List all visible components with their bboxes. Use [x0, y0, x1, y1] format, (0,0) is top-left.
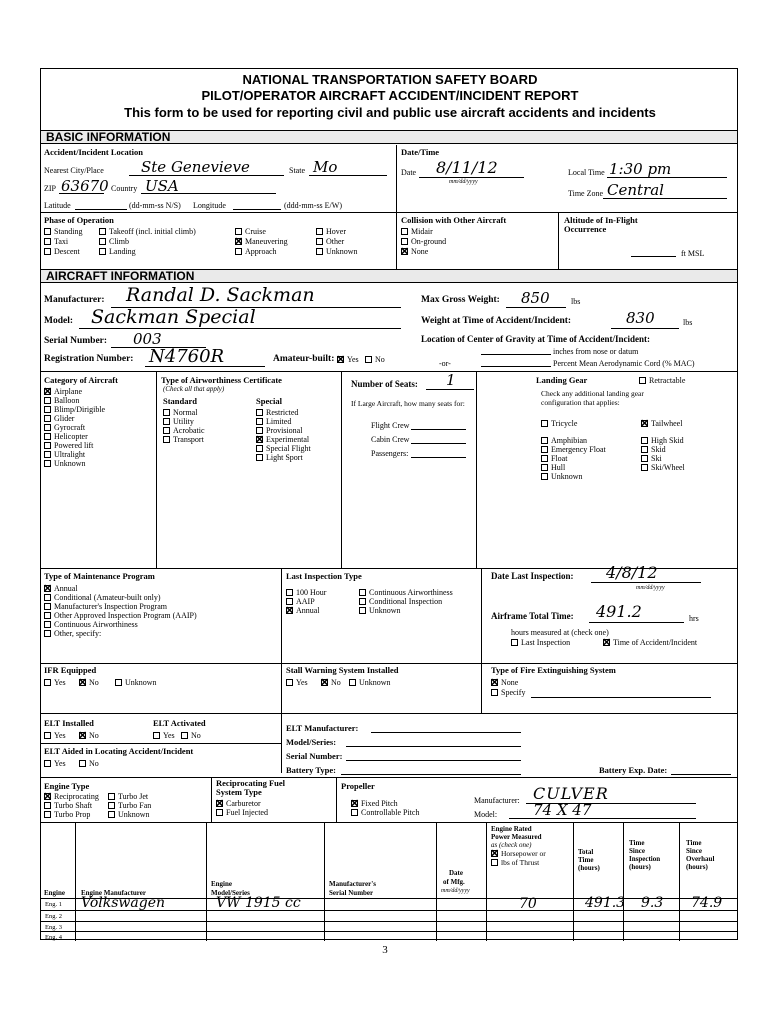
- gear-5-label: Skid: [651, 445, 666, 454]
- country-label: Country: [111, 184, 138, 193]
- power-horsepower-checkbox[interactable]: [491, 850, 498, 857]
- ifr-unknown-checkbox[interactable]: [115, 679, 122, 686]
- collision-midair-checkbox[interactable]: [401, 228, 408, 235]
- engine-unknown-checkbox[interactable]: [108, 811, 115, 818]
- measured-last-inspection-checkbox[interactable]: [511, 639, 518, 646]
- category-6-label: Powered lift: [54, 441, 94, 450]
- state-value[interactable]: Mo: [313, 158, 338, 176]
- elt-aided-yes-checkbox[interactable]: [44, 760, 51, 767]
- weight-at-accident-value[interactable]: 830: [626, 309, 655, 327]
- elt-installed-no-checkbox[interactable]: [79, 732, 86, 739]
- elt-activated-label: ELT Activated: [153, 718, 206, 728]
- ifr-no-checkbox[interactable]: [79, 679, 86, 686]
- maint-2-label: Manufacturer's Inspection Program: [54, 602, 167, 611]
- amateur-built-yes-checkbox[interactable]: [337, 356, 344, 363]
- country-value[interactable]: USA: [145, 177, 179, 195]
- phase-cruise-checkbox[interactable]: [235, 228, 242, 235]
- model-label: Model:: [44, 316, 74, 326]
- stall-unknown-checkbox[interactable]: [349, 679, 356, 686]
- standard-2-checkbox[interactable]: [163, 427, 170, 434]
- category-8-label: Unknown: [54, 459, 86, 468]
- form-subtitle: This form to be used for reporting civil and public use aircraft accidents and incidents: [124, 105, 656, 120]
- last-insp-0-checkbox[interactable]: [286, 589, 293, 596]
- last-insp-0-label: 100 Hour: [296, 588, 327, 597]
- altitude-unit: ft MSL: [681, 249, 705, 258]
- special-0-label: Restricted: [266, 408, 299, 417]
- elt-activated-yes-checkbox[interactable]: [153, 732, 160, 739]
- last-insp-2-checkbox[interactable]: [286, 598, 293, 605]
- maint-2-checkbox[interactable]: [44, 603, 51, 610]
- phase-hover-checkbox[interactable]: [316, 228, 323, 235]
- weight-at-accident-label: Weight at Time of Accident/Incident:: [421, 316, 572, 326]
- engine-turbo-prop-checkbox[interactable]: [44, 811, 51, 818]
- last-insp-1-label: Continuous Airworthiness: [369, 588, 453, 597]
- manufacturer-value[interactable]: Randal D. Sackman: [126, 284, 315, 306]
- stall-no-checkbox[interactable]: [321, 679, 328, 686]
- location-label: Accident/Incident Location: [44, 147, 143, 157]
- gear-4-label: Emergency Float: [551, 445, 606, 454]
- ifr-equipped-label: IFR Equipped: [44, 665, 97, 675]
- phase-descent-checkbox[interactable]: [44, 248, 51, 255]
- engine-1-manufacturer-value[interactable]: Volkswagen: [81, 895, 165, 911]
- nearest-city-value[interactable]: Ste Genevieve: [141, 158, 250, 176]
- altitude-label: Altitude of In-Flight: [564, 215, 638, 225]
- phase-approach-checkbox[interactable]: [235, 248, 242, 255]
- engine-1-model-value[interactable]: VW 1915 cc: [216, 895, 301, 911]
- seats-value[interactable]: 1: [446, 371, 456, 389]
- last-insp-1-checkbox[interactable]: [359, 589, 366, 596]
- center-of-gravity-label: Location of Center of Gravity at Time of Accident/Incident:: [421, 334, 650, 344]
- col-date-of-mfg: of Mfg.: [443, 878, 465, 886]
- category-7-checkbox[interactable]: [44, 451, 51, 458]
- gear-9-label: Ski/Wheel: [651, 463, 685, 472]
- category-6-checkbox[interactable]: [44, 442, 51, 449]
- engine-row-2-label: Eng. 2: [45, 913, 62, 920]
- fuel-injected-checkbox[interactable]: [216, 809, 223, 816]
- phase-maneuvering-checkbox[interactable]: [235, 238, 242, 245]
- gear-2-label: Amphibian: [551, 436, 587, 445]
- latitude-label: Latitude: [44, 201, 71, 210]
- standard-3-label: Transport: [173, 435, 204, 444]
- gear-10-label: Unknown: [551, 472, 583, 481]
- elt-installed-label: ELT Installed: [44, 718, 94, 728]
- maint-3-label: Other Approved Inspection Program (AAIP): [54, 611, 197, 620]
- engine-1-since-overhaul-value[interactable]: 74.9: [691, 895, 723, 911]
- maint-1-checkbox[interactable]: [44, 594, 51, 601]
- maint-5-label: Other, specify:: [54, 629, 102, 638]
- last-insp-4-label: Annual: [296, 606, 320, 615]
- prop-controllable-pitch-checkbox[interactable]: [351, 809, 358, 816]
- manufacturer-label: Manufacturer:: [44, 295, 105, 305]
- seats-label: Number of Seats:: [351, 379, 418, 389]
- gear-retractable-checkbox[interactable]: [639, 377, 646, 384]
- section-basic-information: BASIC INFORMATION: [41, 130, 737, 144]
- engine-row-4-label: Eng. 4: [45, 934, 62, 941]
- phase-unknown-checkbox[interactable]: [316, 248, 323, 255]
- special-0-checkbox[interactable]: [256, 409, 263, 416]
- longitude-format: (ddd-mm-ss E/W): [284, 201, 342, 210]
- max-gross-weight-value[interactable]: 850: [521, 289, 550, 307]
- gear-3-checkbox[interactable]: [641, 437, 648, 444]
- stall-warning-label: Stall Warning System Installed: [286, 665, 399, 675]
- max-gross-weight-label: Max Gross Weight:: [421, 295, 500, 305]
- collision-label: Collision with Other Aircraft: [401, 215, 507, 225]
- maint-3-checkbox[interactable]: [44, 612, 51, 619]
- gear-6-checkbox[interactable]: [541, 455, 548, 462]
- registration-value[interactable]: N4760R: [149, 346, 225, 367]
- special-5-label: Light Sport: [266, 453, 303, 462]
- maint-4-label: Continuous Airworthiness: [54, 620, 138, 629]
- category-7-label: Ultralight: [54, 450, 86, 459]
- special-5-checkbox[interactable]: [256, 454, 263, 461]
- standard-1-checkbox[interactable]: [163, 418, 170, 425]
- cg-mac-text: Percent Mean Aerodynamic Cord (% MAC): [553, 359, 695, 368]
- maint-0-label: Annual: [54, 584, 78, 593]
- registration-label: Registration Number:: [44, 354, 134, 364]
- date-label: Date: [401, 168, 417, 177]
- amateur-built-label: Amateur-built:: [273, 354, 335, 364]
- time-zone-value[interactable]: Central: [607, 181, 664, 199]
- category-2-checkbox[interactable]: [44, 406, 51, 413]
- category-4-label: Gyrocraft: [54, 423, 86, 432]
- col-total-time: Time: [578, 856, 594, 864]
- prop-manufacturer-label: Manufacturer:: [474, 796, 520, 805]
- longitude-label: Longitude: [193, 201, 226, 210]
- special-4-label: Special Flight: [266, 444, 311, 453]
- prop-manufacturer-value[interactable]: CULVER: [533, 784, 609, 803]
- nearest-city-label: Nearest City/Place: [44, 166, 104, 175]
- special-3-checkbox[interactable]: [256, 436, 263, 443]
- propeller-label: Propeller: [341, 781, 375, 791]
- maintenance-label: Type of Maintenance Program: [44, 571, 155, 581]
- maint-4-checkbox[interactable]: [44, 621, 51, 628]
- cg-inches-text: inches from nose or datum: [553, 347, 639, 356]
- landing-gear-label: Landing Gear: [536, 375, 588, 385]
- engine-type-label: Engine Type: [44, 781, 90, 791]
- engine-turbo-shaft-checkbox[interactable]: [44, 802, 51, 809]
- serial-label: Serial Number:: [44, 336, 108, 346]
- standard-1-label: Utility: [173, 417, 194, 426]
- fuel-carburetor-checkbox[interactable]: [216, 800, 223, 807]
- last-insp-5-label: Unknown: [369, 606, 401, 615]
- airworthiness-label: Type of Airworthiness Certificate: [161, 375, 282, 385]
- engine-row-3-label: Eng. 3: [45, 924, 62, 931]
- serial-value[interactable]: 003: [133, 330, 162, 348]
- standard-0-label: Normal: [173, 408, 198, 417]
- standard-2-label: Acrobatic: [173, 426, 205, 435]
- maint-5-checkbox[interactable]: [44, 630, 51, 637]
- gear-5-checkbox[interactable]: [641, 446, 648, 453]
- gear-3-label: High Skid: [651, 436, 684, 445]
- elt-aided-no-checkbox[interactable]: [79, 760, 86, 767]
- elt-aided-label: ELT Aided in Locating Accident/Incident: [44, 746, 194, 756]
- gear-7-label: Ski: [651, 454, 662, 463]
- special-3-label: Experimental: [266, 435, 310, 444]
- category-3-label: Glider: [54, 414, 75, 423]
- col-time-since-inspection: Inspection: [629, 855, 661, 863]
- elt-battery-exp-label: Battery Exp. Date:: [599, 765, 668, 775]
- special-label: Special: [256, 396, 282, 406]
- prop-fixed-pitch-checkbox[interactable]: [351, 800, 358, 807]
- category-4-checkbox[interactable]: [44, 424, 51, 431]
- col-engine-manufacturer: Engine Manufacturer: [81, 889, 147, 897]
- accident-report-form: NATIONAL TRANSPORTATION SAFETY BOARD PILOT/OPERATOR AIRCRAFT ACCIDENT/INCIDENT REPORT This form to be used for reporting civil and public use aircraft accidents and incidents BASIC INFORMATION Accident/Incident Location Nearest City/Place Ste Genevieve State Mo ZIP 63670 Country USA Latitude (dd-mm-ss N/S) Longitude (ddd-mm-ss E/W) Date/Time Date 8/11/12 mm/dd/yyyy Local Time 1:30 pm Time Zone Central Phase of Operation Standing Takeoff (incl. initial climb) Cruise Hover Taxi Climb ✕ Maneuvering Other Descent Landing Approach Unknown Collision with Other Aircraft Midair On-ground ✕ None Altitude of In-Flight Occurrence ft MSL AIRCRAFT INFORMATION Manufacturer: Randal D. Sackman Model: Sackman Special Serial Number: 003 Registration Number: N4760R Amateur-built: ✕ Yes No Max Gross Weight: 850 lbs Weight at Time of Accident/Incident: 830 lbs Location of Center of Gravity at Time of Accident/Incident: inches from nose or datum -or- Percent Mean Aerodynamic Cord (% MAC) Category of Aircraft Type of Airworthiness Certificate (Check all that apply) Standard Special Number of Seats: 1 If Large Aircraft, how many seats for: Flight Crew Cabin Crew Passengers: Landing Gear Retractable Check any additional landing gear configuration that applies: Type of Maintenance Program Last Inspection Type Date Last Inspection: 4/8/12 mm/dd/yyyy Airframe Total Time: 491.2 hrs hours measured at (check one) Last Inspection ✕ Time of Accident/Incident IFR Equipped Yes ✕ No Unknown Stall Warning System Installed Yes ✕ No Unknown Type of Fire Extinguishing System ✕ None Specify ELT Installed Yes ✕ No ELT Activated Yes No ELT Aided in Locating Accident/Incident Yes No ELT Manufacturer: Model/Series: Serial Number: Battery Type: Battery Exp. Date: Engine Type ✕ Reciprocating Turbo Jet Turbo Shaft Turbo Fan Turbo Prop Unknown Reciprocating Fuel System Type ✕ Carburetor Fuel Injected Propeller ✕ Fixed Pitch Controllable Pitch Manufacturer: CULVER Model: 74 X 47 Engine Engine Manufacturer Engine Model/Series Manufacturer's Serial Number Date of Mfg. mm/dd/yyyy Engine Rated Power Measured as (check one) ✕ Horsepower or lbs of Thrust Total Time (hours) Time Since Inspection (hours) Time Since Overhaul (hours) Eng. 1 Eng. 2 Eng. 3 Eng. 4 Volkswagen VW 1915 cc 70 491.3 9.3 74.9 ✕ Airplane Balloon Blimp/Dirigible Glider Gyrocraft Helicopter Powered lift Ultralight Unknown Normal Utility Acrobatic Transport Restricted Limited Provisional ✕ Experimental Special Flight Light Sport Tricycle ✕ Tailwheel Amphibian High Skid Emergency Float Skid Float Ski Hull Ski/Wheel Unknown ✕ Annual Conditional (Amateur-built only) Manufacturer's Inspection Program Other Approved Inspection Program (AAIP) Continuous Airworthiness Other, specify: 100 Hour Continuous Airworthiness AAIP Conditional Inspection ✕ Annual Unknown: [40, 68, 738, 940]
- engine-turbo-jet-checkbox[interactable]: [108, 793, 115, 800]
- special-1-checkbox[interactable]: [256, 418, 263, 425]
- phase-landing-checkbox[interactable]: [99, 248, 106, 255]
- zip-label: ZIP: [44, 184, 56, 193]
- gear-1-checkbox[interactable]: [641, 420, 648, 427]
- form-title: PILOT/OPERATOR AIRCRAFT ACCIDENT/INCIDENT REPORT: [201, 88, 579, 103]
- fuel-system-label: Reciprocating Fuel: [216, 778, 286, 788]
- elt-model-label: Model/Series:: [286, 737, 337, 747]
- prop-model-value[interactable]: 74 X 47: [533, 801, 592, 819]
- phase-label: Phase of Operation: [44, 215, 114, 225]
- special-4-checkbox[interactable]: [256, 445, 263, 452]
- gear-9-checkbox[interactable]: [641, 464, 648, 471]
- airframe-total-time-label: Airframe Total Time:: [491, 611, 574, 621]
- maint-0-checkbox[interactable]: [44, 585, 51, 592]
- power-thrust-checkbox[interactable]: [491, 859, 498, 866]
- engine-reciprocating-checkbox[interactable]: [44, 793, 51, 800]
- engine-1-total-time-value[interactable]: 491.3: [585, 895, 626, 911]
- gear-7-checkbox[interactable]: [641, 455, 648, 462]
- phase-taxi-checkbox[interactable]: [44, 238, 51, 245]
- elt-serial-label: Serial Number:: [286, 751, 343, 761]
- category-0-label: Airplane: [54, 387, 82, 396]
- fire-extinguishing-label: Type of Fire Extinguishing System: [491, 665, 616, 675]
- maint-1-label: Conditional (Amateur-built only): [54, 593, 161, 602]
- date-last-inspection-label: Date Last Inspection:: [491, 571, 574, 581]
- special-2-label: Provisional: [266, 426, 303, 435]
- elt-installed-yes-checkbox[interactable]: [44, 732, 51, 739]
- latitude-format: (dd-mm-ss N/S): [129, 201, 181, 210]
- elt-battery-label: Battery Type:: [286, 765, 336, 775]
- gear-0-checkbox[interactable]: [541, 420, 548, 427]
- date-value[interactable]: 8/11/12: [436, 158, 498, 177]
- category-1-checkbox[interactable]: [44, 397, 51, 404]
- local-time-value[interactable]: 1:30 pm: [609, 160, 672, 178]
- category-0-checkbox[interactable]: [44, 388, 51, 395]
- elt-manufacturer-label: ELT Manufacturer:: [286, 723, 359, 733]
- time-zone-label: Time Zone: [568, 189, 604, 198]
- special-1-label: Limited: [266, 417, 292, 426]
- engine-1-power-value[interactable]: 70: [519, 896, 537, 912]
- stall-yes-checkbox[interactable]: [286, 679, 293, 686]
- amateur-built-no-checkbox[interactable]: [365, 356, 372, 363]
- elt-activated-no-checkbox[interactable]: [181, 732, 188, 739]
- zip-value[interactable]: 63670: [61, 177, 109, 195]
- date-format: mm/dd/yyyy: [449, 179, 478, 185]
- category-2-label: Blimp/Dirigible: [54, 405, 106, 414]
- category-8-checkbox[interactable]: [44, 460, 51, 467]
- prop-model-label: Model:: [474, 810, 498, 819]
- page-number: 3: [382, 944, 388, 956]
- gear-2-checkbox[interactable]: [541, 437, 548, 444]
- standard-0-checkbox[interactable]: [163, 409, 170, 416]
- gear-4-checkbox[interactable]: [541, 446, 548, 453]
- engine-1-since-inspection-value[interactable]: 9.3: [641, 895, 664, 911]
- last-insp-4-checkbox[interactable]: [286, 607, 293, 614]
- standard-3-checkbox[interactable]: [163, 436, 170, 443]
- gear-0-label: Tricycle: [551, 419, 578, 428]
- phase-standing-checkbox[interactable]: [44, 228, 51, 235]
- phase-takeoff-checkbox[interactable]: [99, 228, 106, 235]
- fire-specify-checkbox[interactable]: [491, 689, 498, 696]
- engine-row-1-label: Eng. 1: [45, 901, 62, 908]
- gear-8-checkbox[interactable]: [541, 464, 548, 471]
- last-inspection-type-label: Last Inspection Type: [286, 571, 362, 581]
- section-aircraft-information: AIRCRAFT INFORMATION: [41, 269, 737, 283]
- category-1-label: Balloon: [54, 396, 80, 405]
- col-serial-number: Serial Number: [329, 889, 374, 897]
- phase-other-checkbox[interactable]: [316, 238, 323, 245]
- gear-8-label: Hull: [551, 463, 566, 472]
- col-rated-power: Power Measured: [491, 833, 542, 841]
- model-value[interactable]: Sackman Special: [91, 306, 256, 328]
- last-insp-5-checkbox[interactable]: [359, 607, 366, 614]
- fire-none-checkbox[interactable]: [491, 679, 498, 686]
- last-insp-3-label: Conditional Inspection: [369, 597, 443, 606]
- category-3-checkbox[interactable]: [44, 415, 51, 422]
- last-insp-2-label: AAIP: [296, 597, 315, 606]
- collision-on-ground-checkbox[interactable]: [401, 238, 408, 245]
- state-label: State: [289, 166, 305, 175]
- airframe-total-time-value[interactable]: 491.2: [596, 602, 642, 621]
- measured-time-of-accident-checkbox[interactable]: [603, 639, 610, 646]
- ifr-yes-checkbox[interactable]: [44, 679, 51, 686]
- col-engine-model: Model/Series: [211, 889, 250, 897]
- date-time-label: Date/Time: [401, 147, 440, 157]
- gear-6-label: Float: [551, 454, 568, 463]
- category-5-checkbox[interactable]: [44, 433, 51, 440]
- phase-climb-checkbox[interactable]: [99, 238, 106, 245]
- gear-10-checkbox[interactable]: [541, 473, 548, 480]
- col-time-since-overhaul: Overhaul: [686, 855, 715, 863]
- local-time-label: Local Time: [568, 168, 605, 177]
- category-label: Category of Aircraft: [44, 375, 118, 385]
- engine-turbo-fan-checkbox[interactable]: [108, 802, 115, 809]
- standard-label: Standard: [163, 396, 198, 406]
- gear-1-label: Tailwheel: [651, 419, 683, 428]
- date-last-inspection-value[interactable]: 4/8/12: [606, 563, 658, 582]
- form-agency-title: NATIONAL TRANSPORTATION SAFETY BOARD: [242, 72, 538, 87]
- special-2-checkbox[interactable]: [256, 427, 263, 434]
- category-5-label: Helicopter: [54, 432, 88, 441]
- last-insp-3-checkbox[interactable]: [359, 598, 366, 605]
- collision-none-checkbox[interactable]: [401, 248, 408, 255]
